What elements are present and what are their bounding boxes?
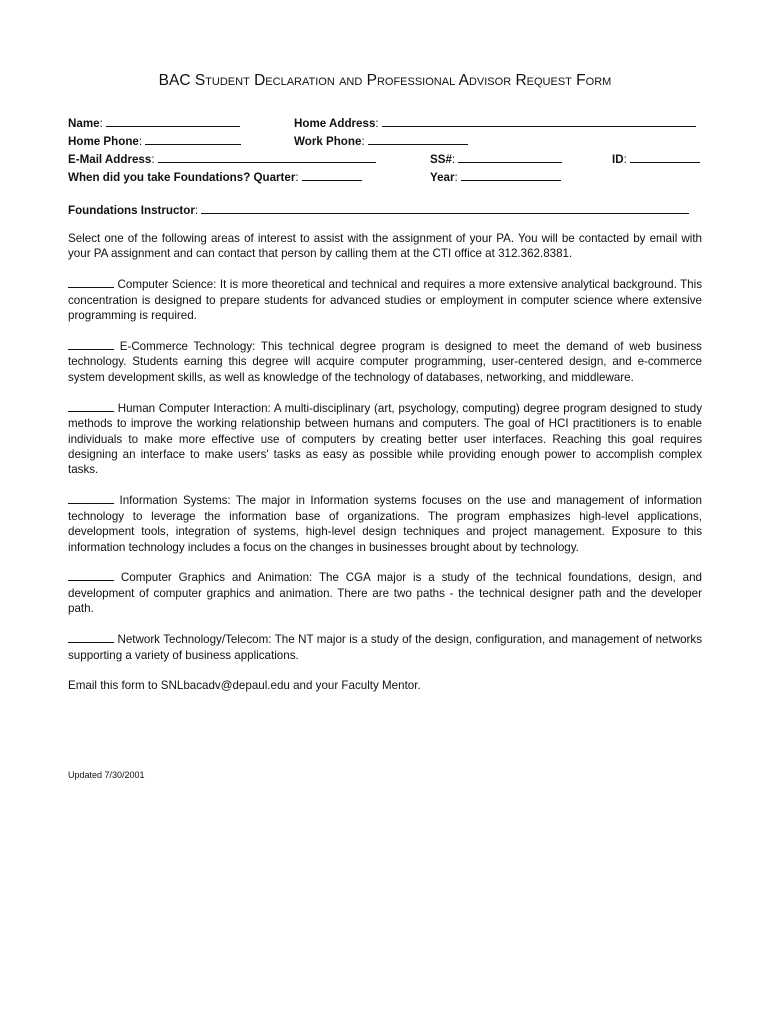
area-blank[interactable] <box>68 570 114 581</box>
id-label: ID <box>612 153 624 166</box>
ss-field[interactable] <box>458 151 562 163</box>
ss-label: SS# <box>430 153 452 166</box>
intro-text: Select one of the following areas of interest to assist with the assignment of your PA. You will be contacted by email with your PA assignment and can contact that person by calling them at the CTI office at 312.362.8381. <box>68 232 702 261</box>
home-address-field[interactable] <box>382 115 696 127</box>
quarter-label: When did you take Foundations? Quarter <box>68 171 296 184</box>
year-field[interactable] <box>461 169 561 181</box>
email-field[interactable] <box>158 151 376 163</box>
document-page: BAC Student Declaration and Professional Advisor Request Form Name: Home Address: Home Phone: Work Phone: E-Mail Address: SS#: ID: When did you take Foundations? Quarter: Year: Foundations Instructor: Select one of the following areas of interest to assist with the assignment of your PA. You will be contacted by email with your PA assignment and can contact that person by calling them at the CTI office at 312.362.8381. Computer Science: It is more theoretical and technical and requires a more extensive analytical background. This concentration is designed to prepare students for advanced studies or employment in computer science where extensive programming is required. E-Commerce Technology: This technical degree program is designed to meet the demand of web business technology. Students earning this degree will acquire computer programming, user-centered design, and e-commerce system development skills, as well as knowledge of the technology of databases, networking, and middleware. Human Computer Interaction: A multi-disciplinary (art, psychology, computing) degree program designed to study methods to improve the working relationship between humans and computers. The goal of HCI practitioners is to enable individuals to make more effective use of computers by creating better user interfaces. Reaching this goal requires designing an interface to make users' tasks as easy as possible while providing enough power to accomplish complex tasks. Information Systems: The major in Information systems focuses on the use and management of information technology to leverage the information base of organizations. The program emphasizes high-level applications, development tools, integration of systems, high-level design techniques and project management. Exposure to this information technology includes a focus on the changes in businesses brought about by technology. Computer Graphics and Animation: The CGA major is a study of the technical foundations, design, and development of computer graphics and animation. There are two paths - the technical designer path and the developer path. Network Technology/Telecom: The NT major is a study of the design, configuration, and management of networks supporting a variety of business applications. Email this form to SNLbacadv@depaul.edu and your Faculty Mentor. Updated 7/30/2001 <box>0 0 770 1024</box>
year-label: Year <box>430 171 455 184</box>
instructor-field[interactable] <box>201 202 689 214</box>
area-blank[interactable] <box>68 339 114 350</box>
area-blank[interactable] <box>68 632 114 643</box>
id-field[interactable] <box>630 151 700 163</box>
quarter-field[interactable] <box>302 169 362 181</box>
area-network: Network Technology/Telecom: The NT major is a study of the design, configuration, and management of networks supporting a variety of business applications. <box>68 633 702 662</box>
area-hci: Human Computer Interaction: A multi-disciplinary (art, psychology, computing) degree program designed to study methods to improve the working relationship between humans and computers. The goal of HCI practitioners is to enable individuals to make more effective use of computers by creating better user interfaces. Reaching this goal requires designing an interface to make users' tasks as easy as possible while providing enough power to accomplish complex tasks. <box>68 401 702 477</box>
area-blank[interactable] <box>68 401 114 412</box>
work-phone-field[interactable] <box>368 133 468 145</box>
area-blank[interactable] <box>68 493 114 504</box>
area-information-systems: Information Systems: The major in Information systems focuses on the use and management of information technology to leverage the information base of organizations. The program emphasizes high-level applications, development tools, integration of systems, high-level design techniques and project management. Exposure to this information technology includes a focus on the changes in businesses brought about by technology. <box>68 494 702 554</box>
area-computer-science: Computer Science: It is more theoretical and technical and requires a more extensive analytical background. This concentration is designed to prepare students for advanced studies or employment in computer science where extensive programming is required. <box>68 278 702 323</box>
name-label: Name <box>68 117 100 130</box>
area-ecommerce: E-Commerce Technology: This technical degree program is designed to meet the demand of web business technology. Students earning this degree will acquire computer programming, user-centered design, and e-commerce system development skills, as well as knowledge of the technology of databases, networking, and middleware. <box>68 340 702 384</box>
area-blank[interactable] <box>68 277 114 288</box>
form-title: BAC Student Declaration and Professional Advisor Request Form <box>158 72 612 89</box>
instructor-label: Foundations Instructor <box>68 204 195 217</box>
updated-date: Updated 7/30/2001 <box>68 770 145 780</box>
home-phone-field[interactable] <box>145 133 241 145</box>
home-address-label: Home Address <box>294 117 376 130</box>
name-field[interactable] <box>106 115 240 127</box>
email-label: E-Mail Address <box>68 153 152 166</box>
home-phone-label: Home Phone <box>68 135 139 148</box>
area-graphics-animation: Computer Graphics and Animation: The CGA major is a study of the technical foundations, design, and development of computer graphics and animation. There are two paths - the technical designer path and the developer path. <box>68 571 702 616</box>
email-note: Email this form to SNLbacadv@depaul.edu and your Faculty Mentor. <box>68 679 421 693</box>
work-phone-label: Work Phone <box>294 135 362 148</box>
